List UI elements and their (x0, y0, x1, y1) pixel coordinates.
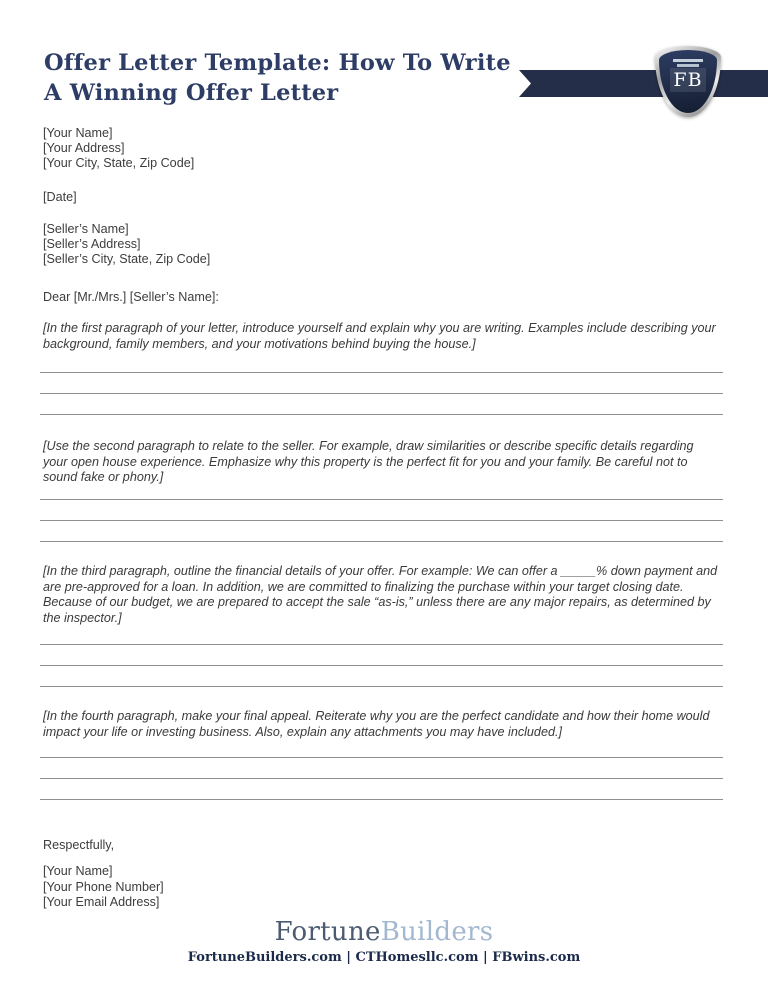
shield-inner (659, 50, 717, 113)
signature-block (43, 864, 715, 911)
page-title-line-2: A Winning Offer Letter (44, 80, 339, 106)
sender-name: [Your Name] (43, 126, 113, 140)
writing-lines-group-2 (40, 499, 723, 562)
instruction-paragraph-3: [In the third paragraph, outline the financial details of your offer. For example: We can offer a _____% down payment and are pre-approved for a loan. In addition, we are committed to finalizing the purchase within your target closing date. Because of our budget, we are prepared to accept the sale “as-is,” unless there are any major repairs, as determined by the inspector.] (43, 564, 718, 625)
ruled-line (40, 665, 723, 686)
instruction-paragraph-2: [Use the second paragraph to relate to the seller. For example, draw similarities or describe specific details regarding your open house experience. Emphasize why this property is the perfect fit for you and your family. Be careful not to sound fake or phony.] (43, 439, 694, 484)
page-title-line-1: Offer Letter Template: How To Write (44, 50, 511, 76)
ruled-line (40, 686, 723, 707)
instruction-paragraph-1: [In the first paragraph of your letter, introduce yourself and explain why you are writing. Examples include describing your background, family members, and your motivations behind buying the house.] (43, 321, 716, 351)
ruled-line (40, 644, 723, 665)
ruled-line (40, 499, 723, 520)
recipient-city-state-zip: [Seller’s City, State, Zip Code] (43, 252, 211, 266)
recipient-address-block (43, 222, 715, 267)
sender-address: [Your Address] (43, 141, 125, 155)
column-capital-bar-icon (677, 64, 699, 67)
footer-brand-logo (0, 916, 768, 948)
ruled-line (40, 799, 723, 820)
fortunebuilders-shield-logo (655, 46, 721, 117)
instruction-paragraph-4: [In the fourth paragraph, make your final appeal. Reiterate why you are the perfect candidate and how their home would impact your life or investing business. Also, explain any attachments you may have included.] (43, 709, 710, 739)
ruled-line (40, 393, 723, 414)
signature-phone: [Your Phone Number] (43, 879, 164, 894)
ruled-line (40, 414, 723, 435)
fb-monogram: FB (670, 68, 705, 92)
closing-line (43, 838, 715, 853)
signature-email: [Your Email Address] (43, 895, 160, 909)
date-placeholder: [Date] (43, 190, 77, 204)
footer-websites: FortuneBuilders.com | CTHomesllc.com | FBwins.com (187, 950, 581, 965)
brand-word-fortune: Fortune (274, 917, 381, 947)
sender-address-block (43, 126, 715, 171)
ruled-line (40, 372, 723, 393)
writing-lines-group-4 (40, 757, 723, 820)
recipient-name: [Seller’s Name] (43, 222, 129, 236)
date-line (43, 190, 715, 205)
writing-lines-group-3 (40, 644, 723, 707)
ruled-line (40, 520, 723, 541)
writing-lines-group-1 (40, 372, 723, 435)
signature-name: [Your Name] (43, 864, 113, 878)
salutation-text: Dear [Mr./Mrs.] [Seller’s Name]: (43, 290, 219, 304)
recipient-address: [Seller’s Address] (43, 237, 141, 251)
brand-word-builders: Builders (380, 917, 494, 947)
column-capital-bar-icon (673, 59, 703, 62)
salutation (43, 290, 715, 305)
sender-city-state-zip: [Your City, State, Zip Code] (43, 156, 195, 170)
page-title (44, 48, 564, 108)
ruled-line (40, 778, 723, 799)
ruled-line (40, 757, 723, 778)
closing-text: Respectfully, (43, 838, 115, 852)
ruled-line (40, 541, 723, 562)
header-ribbon (519, 70, 768, 97)
